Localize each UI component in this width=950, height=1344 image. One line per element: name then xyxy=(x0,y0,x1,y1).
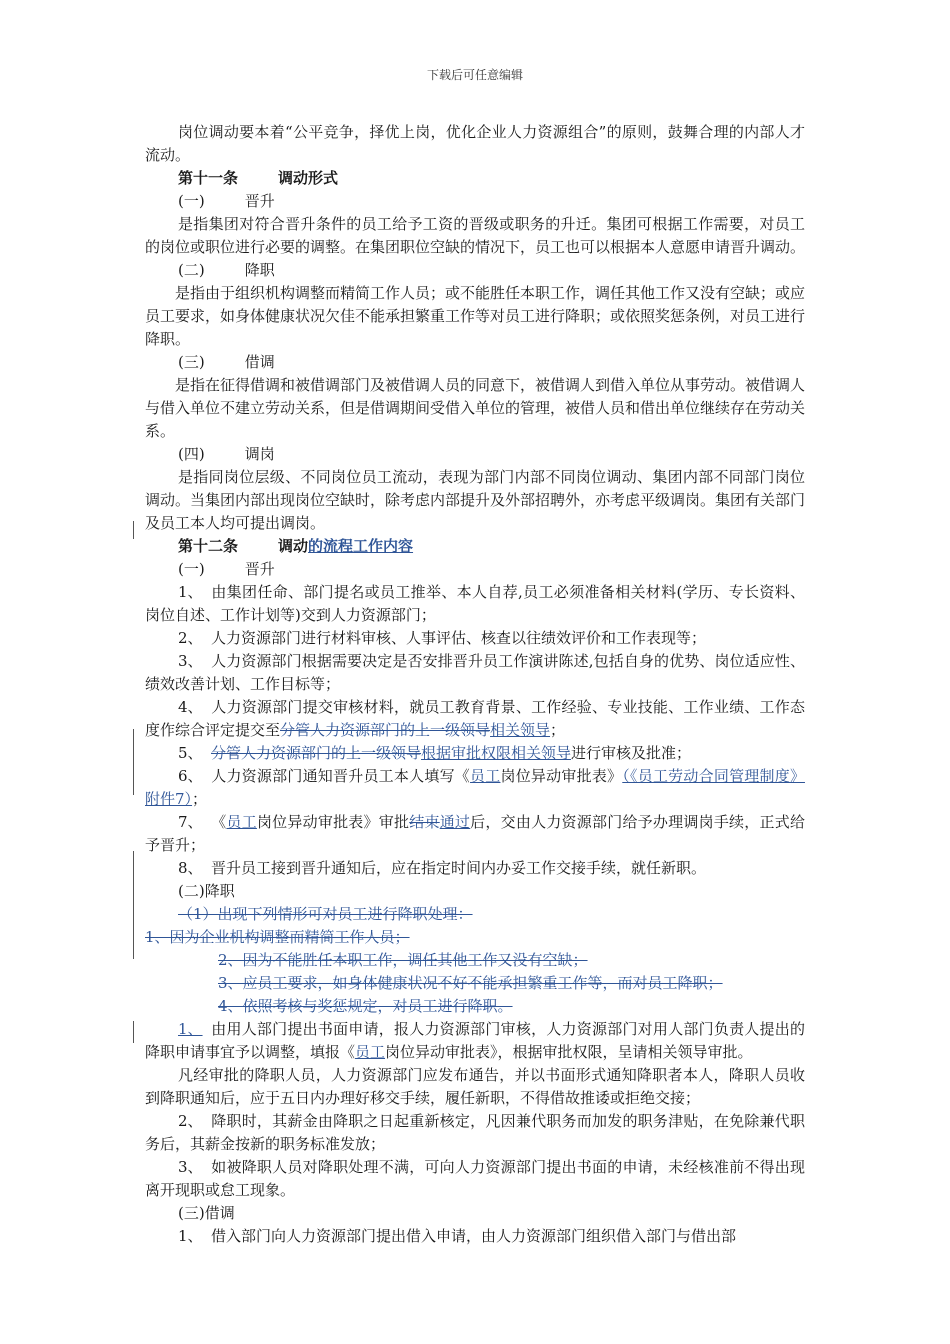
list-item: 2、 降职时，其薪金由降职之日起重新核定，凡因兼代职务而加发的职务津贴，在免除兼代职务后，其薪金按新的职务标准发放； xyxy=(145,1112,805,1153)
section-heading xyxy=(145,259,805,282)
inserted-text: 通过 xyxy=(439,813,471,831)
list-item: 7、 《员工岗位异动审批表》审批结束通过后，交由人力资源部门给予办理调岗手续，正式给予晋升； xyxy=(145,813,805,854)
inserted-text: 相关领导 xyxy=(490,721,551,739)
list-item: 5、 分管人力资源部门的上一级领导根据审批权限相关领导进行审核及批准； xyxy=(178,744,692,762)
section-title: 借调 xyxy=(244,353,275,371)
article-number: 第十二条 xyxy=(178,537,239,555)
list-item: 1、 由用人部门提出书面申请，报人力资源部门审核，人力资源部门对用人部门负责人提出的降职申请事宜予以调整，填报《员工岗位异动审批表》，根据审批权限，呈请相关领导审批。 xyxy=(145,1020,805,1061)
list-item: 3、 如被降职人员对降职处理不满，可向人力资源部门提出书面的申请，未经核准前不得出现离开现职或怠工现象。 xyxy=(145,1158,805,1199)
section-heading: (三)借调 xyxy=(178,1204,235,1222)
inserted-text: 员工 xyxy=(226,813,257,831)
revision-bar xyxy=(133,1021,134,1043)
document-body xyxy=(145,121,805,1248)
inserted-text: 员工 xyxy=(355,1043,386,1061)
list-item: 1、 由集团任命、部门提名或员工推举、本人自荐,员工必须准备相关材料(学历、专长资料、岗位自述、工作计划等)交到人力资源部门； xyxy=(145,583,805,624)
section-number: (一) xyxy=(178,560,205,578)
inserted-text: （《员工劳动合同管理制度》附件7） xyxy=(145,767,805,808)
list-item: 1、 借入部门向人力资源部门提出借入申请，由人力资源部门组织借入部门与借出部 xyxy=(178,1227,737,1245)
article-title: 调动形式 xyxy=(278,169,339,187)
deleted-line: 4、依照考核与奖惩规定，对员工进行降职。 xyxy=(218,997,513,1015)
section-heading xyxy=(145,443,805,466)
list-item: 6、 人力资源部门通知晋升员工本人填写《员工岗位异动审批表》（《员工劳动合同管理制度》附件7）； xyxy=(145,767,805,808)
intro-paragraph: 岗位调动要本着“公平竞争，择优上岗，优化企业人力资源组合”的原则，鼓舞合理的内部人才流动。 xyxy=(145,123,805,164)
section-title: 晋升 xyxy=(244,192,275,210)
section-number: (四) xyxy=(178,445,205,463)
deleted-line: 3、应员工要求，如身体健康状况不好不能承担繁重工作等，而对员工降职； xyxy=(218,974,723,992)
deleted-text: 分管人力资源部门的上一级领导 xyxy=(280,721,491,739)
section-heading: (二)降职 xyxy=(178,882,235,900)
inserted-text: 的流程工作内容 xyxy=(308,537,414,555)
section-title: 晋升 xyxy=(244,560,275,578)
deleted-line: （1）出现下列情形可对员工进行降职处理： xyxy=(178,905,473,923)
section-body: 是指在征得借调和被借调部门及被借调人员的同意下，被借调人到借入单位从事劳动。被借调人与借入单位不建立劳动关系，但是借调期间受借入单位的管理，被借人员和借出单位继续存在劳动关系。 xyxy=(145,376,806,440)
inserted-text: 根据审批权限相关领导 xyxy=(421,744,572,762)
list-item: 2、 人力资源部门进行材料审核、人事评估、核查以往绩效评价和工作表现等； xyxy=(178,629,707,647)
page-header: 下载后可任意编辑 xyxy=(426,68,523,82)
section-number: (二) xyxy=(178,261,205,279)
section-body: 是指由于组织机构调整而精简工作人员；或不能胜任本职工作，调任其他工作又没有空缺；或应员工要求，如身体健康状况欠佳不能承担繁重工作等对员工进行降职；或依照奖惩条例，对员工进行降职。 xyxy=(145,284,806,348)
section-body: 是指同岗位层级、不同岗位员工流动，表现为部门内部不同岗位调动、集团内部不同部门岗位调动。当集团内部出现岗位空缺时，除考虑内部提升及外部招聘外，亦考虑平级调岗。集团有关部门及员工本人均可提出调岗。 xyxy=(145,468,806,532)
inserted-text: 员工 xyxy=(470,767,501,785)
section-heading xyxy=(145,190,805,213)
revision-bar xyxy=(133,729,134,795)
section-heading xyxy=(145,351,805,374)
article-11-heading xyxy=(145,167,805,190)
article-number: 第十一条 xyxy=(178,169,239,187)
revision-bar xyxy=(133,851,134,959)
deleted-line: 1、因为企业机构调整而精简工作人员； xyxy=(145,928,410,946)
list-item: 3、 人力资源部门根据需要决定是否安排晋升员工作演讲陈述,包括自身的优势、岗位适应性、绩效改善计划、工作目标等； xyxy=(145,652,805,693)
list-item: 8、 晋升员工接到晋升通知后，应在指定时间内办妥工作交接手续，就任新职。 xyxy=(178,859,707,877)
revision-bar xyxy=(133,521,134,539)
list-item: 4、 人力资源部门提交审核材料，就员工教育背景、工作经验、专业技能、工作业绩、工作态度作综合评定提交至分管人力资源部门的上一级领导相关领导； xyxy=(145,698,805,739)
section-number: (三) xyxy=(178,353,205,371)
article-12-heading xyxy=(145,535,805,558)
section-title: 调岗 xyxy=(244,445,275,463)
article-title: 调动 xyxy=(278,537,309,555)
deleted-text: 分管人力资源部门的上一级领导 xyxy=(211,744,422,762)
section-title: 降职 xyxy=(244,261,275,279)
paragraph: 凡经审批的降职人员，人力资源部门应发布通告，并以书面形式通知降职者本人，降职人员收到降职通知后，应于五日内办理好移交手续，履任新职，不得借故推诿或拒绝交接； xyxy=(145,1066,805,1107)
deleted-text: 结束 xyxy=(409,813,440,831)
section-heading xyxy=(145,558,805,581)
deleted-line: 2、因为不能胜任本职工作，调任其他工作又没有空缺； xyxy=(218,951,588,969)
inserted-text: 1、 xyxy=(178,1020,203,1038)
section-body: 是指集团对符合晋升条件的员工给予工资的晋级或职务的升迁。集团可根据工作需要，对员工的岗位或职位进行必要的调整。在集团职位空缺的情况下，员工也可以根据本人意愿申请晋升调动。 xyxy=(145,215,806,256)
section-number: (一) xyxy=(178,192,205,210)
